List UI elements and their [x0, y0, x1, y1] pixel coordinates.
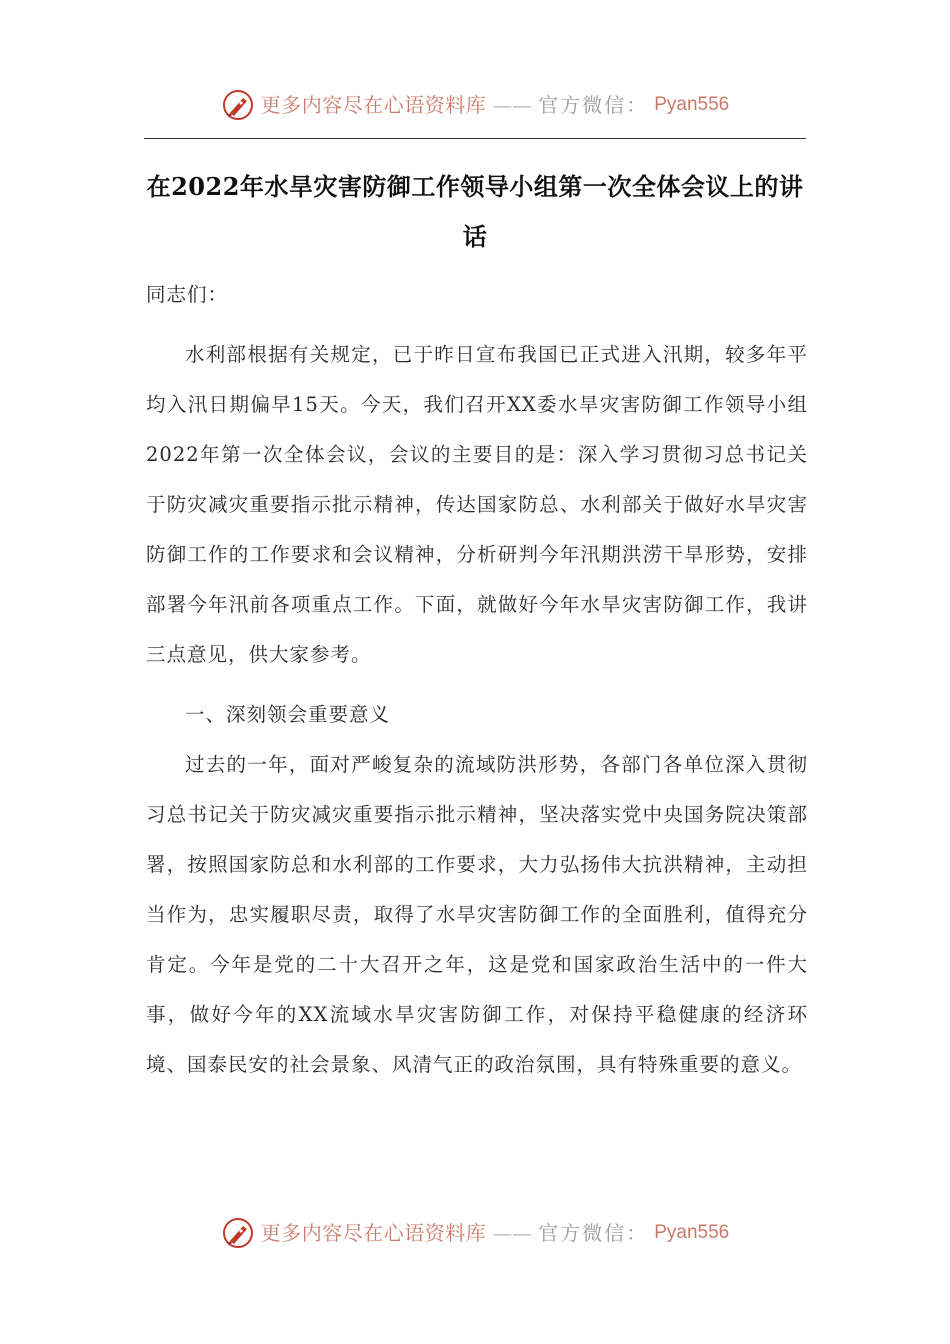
document-title: 在2022年水旱灾害防御工作领导小组第一次全体会议上的讲话 [146, 172, 804, 251]
header-wechat-id: Pyan556 [654, 94, 730, 115]
header-banner-text: 更多内容尽在心语资料库 [260, 93, 487, 117]
footer-wechat-label: 官方微信： [538, 1221, 649, 1245]
header-banner [0, 88, 950, 122]
salutation: 同志们： [146, 283, 229, 306]
pen-nib-logo-icon [221, 1216, 255, 1250]
paragraph-section-1: 过去的一年，面对严峻复杂的流域防洪形势，各部门各单位深入贯彻习总书记关于防灾减灾重要指示批示精神，坚决落实党中央国务院决策部署，按照国家防总和水利部的工作要求，大力弘扬伟大抗洪精神，主动担当作为，忠实履职尽责，取得了水旱灾害防御工作的全面胜利，值得充分肯定。今年是党的二十大召开之年，这是党和国家政治生活中的一件大事，做好今年的XX流域水旱灾害防御工作，对保持平稳健康的经济环境、国泰民安的社会景象、风清气正的政治氛围，具有特殊重要的意义。 [146, 753, 808, 1076]
header-divider [144, 138, 806, 139]
footer-banner [0, 1216, 950, 1250]
header-banner-dash: —— [492, 93, 533, 117]
section-heading-1: 一、深刻领会重要意义 [185, 703, 391, 726]
header-wechat-label: 官方微信： [538, 93, 649, 117]
footer-banner-dash: —— [492, 1221, 533, 1245]
pen-nib-logo-icon [221, 88, 255, 122]
document-body [146, 270, 808, 1100]
footer-wechat-id: Pyan556 [654, 1222, 730, 1243]
paragraph-intro: 水利部根据有关规定，已于昨日宣布我国已正式进入汛期，较多年平均入汛日期偏早15天。今天，我们召开XX委水旱灾害防御工作领导小组2022年第一次全体会议，会议的主要目的是：深入学习贯彻习总书记关于防灾减灾重要指示批示精神，传达国家防总、水利部关于做好水旱灾害防御工作的工作要求和会议精神，分析研判今年汛期洪涝干旱形势，安排部署今年汛前各项重点工作。下面，就做好今年水旱灾害防御工作，我讲三点意见，供大家参考。 [146, 343, 808, 666]
footer-banner-text: 更多内容尽在心语资料库 [260, 1221, 487, 1245]
